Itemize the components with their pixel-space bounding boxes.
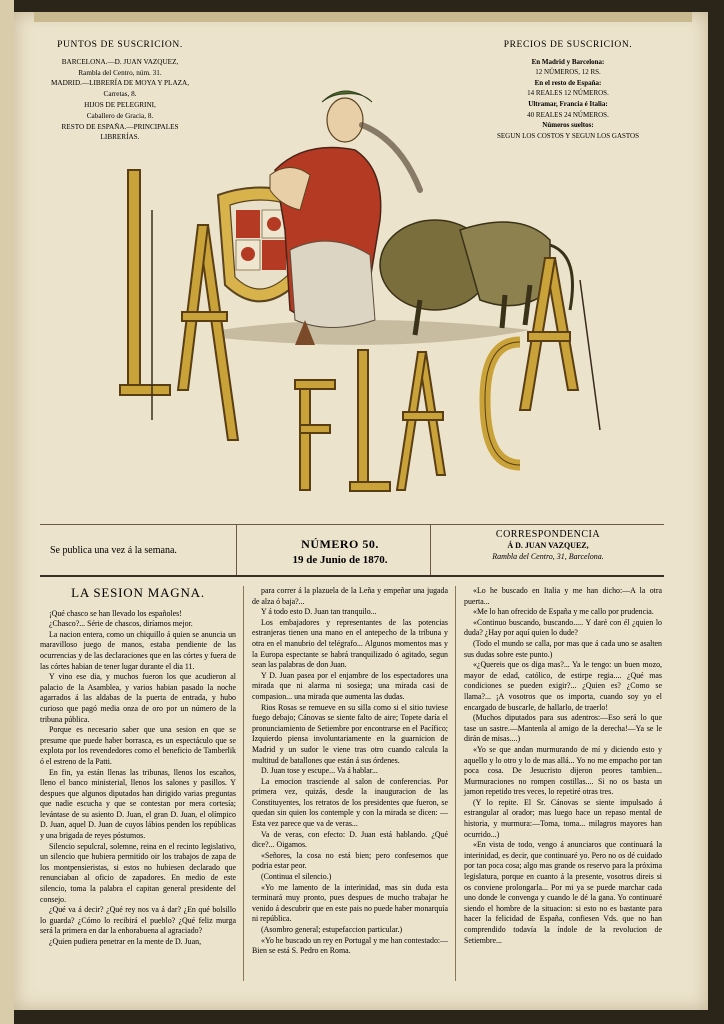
correspondence-block [432, 529, 664, 562]
article-title: LA SESION MAGNA. [71, 585, 205, 600]
paragraph: Los embajadores y representantes de las potencias estranjeras tienen una mano en el antepecho de la tribuna y otra en el manubrio del telégrafo... Algunos momentos mas y la Europa espectante se habrá tranquilizado ó agitado, segun sean las palabras de don Juan. [252, 617, 448, 670]
masthead-illustration [100, 80, 620, 520]
subscription-line: HIJOS DE PELEGRINI, [84, 100, 156, 109]
column-rule [243, 586, 244, 981]
info-divider [430, 525, 431, 575]
price-line: 40 REALES 24 NÚMEROS. [527, 110, 609, 119]
price-line: En el resto de España: [534, 78, 602, 87]
paragraph: para correr á la plazuela de la Leña y empeñar una jugada de alza ó baja?... [252, 586, 448, 606]
price-line: 12 NÚMEROS, 12 RS. [535, 68, 601, 77]
correspondence-address: Rambla del Centro, 31, Barcelona. [492, 552, 604, 561]
paragraph: (Todo el mundo se calla, por mas que á cada uno se asalten sus dudas sobre este punto.) [464, 638, 662, 659]
subscription-line: BARCELONA.—D. JUAN VAZQUEZ, [61, 57, 179, 66]
paragraph: ¿Qué va á decir? ¿Qué rey nos va á dar? ¿En qué bolsillo lo guarda? ¿Cómo lo recibirá el pueblo? ¿Qué feliz murga será la primera en dar la enhorabuena al agraciado? [40, 905, 236, 936]
paragraph: «Me lo han ofrecido de España y me callo por prudencia. [473, 607, 654, 617]
paragraph: Y vino ese dia, y muchos fueron los que acudieron al palacio de la Asamblea, y varios habian pasado la noche agarrados á las aldabas de la puerta de entrada, y hubo curioso que pagó media onza de oro por un número de la tribuna pública. [40, 672, 236, 724]
paragraph: «Lo he buscado en Italia y me han dicho:—A la otra puerta... [464, 586, 662, 606]
price-line: Ultramar, Francia é Italia: [528, 99, 608, 108]
issue-date: 19 de Junio de 1870. [292, 554, 388, 566]
publication-frequency: Se publica una vez á la semana. [50, 545, 177, 556]
subscription-line: Rambla del Centro, núm. 31. [78, 68, 162, 77]
article-column-1 [40, 586, 236, 948]
paragraph: (Continua el silencio.) [261, 872, 332, 882]
top-binding-strip [34, 12, 692, 22]
article-columns [40, 586, 664, 986]
paragraph: «Señores, la cosa no está bien; pero confesemos que podria estar peor. [252, 850, 448, 871]
subscription-line: RESTO DE ESPAÑA.—PRINCIPALES [61, 122, 179, 131]
paragraph: «¿Quereis que os diga mas?... Ya le tengo: un buen mozo, mayor de edad, católico, de estirpe regia.... ¿Qué mas condiciones se pueden exigir?... ¿Quien es? ¿Como se llama?... ¡A vosotros que os importa, cuando soy yo el encargado de buscarle, de hallarlo, de traerlo! [464, 660, 662, 712]
adjacent-page-edge [0, 0, 14, 1024]
subscription-line: LIBRERÍAS. [100, 133, 140, 142]
subscription-line: Carretas, 8. [103, 90, 137, 99]
price-line: En Madrid y Barcelona: [531, 57, 605, 66]
price-line: Números sueltos: [542, 121, 594, 130]
subscription-prices-title: PRECIOS DE SUSCRICION. [503, 40, 633, 50]
paragraph: Silencio sepulcral, solemne, reina en el recinto legislativo, un silencio que hubiera permitido oir los trabajos de zapa de los montpensieristas, si estos no hubiesen declarado que renunciaban al oficio de zapadores. En medio de este silencio, toma la palabra el capitan general presidente del consejo. [40, 841, 236, 904]
paragraph: La nacion entera, como un chiquillo á quien se anuncia un maravilloso juego de manos, estaba pendiente de las ocurrencias y de las declaraciones que en las córtes y fuera de las córtes habian de tener lugar durante el dia 11. [40, 629, 236, 671]
subscription-line: MADRID.—LIBRERÍA DE MOYA Y PLAZA, [50, 79, 190, 88]
paragraph: «Continuo buscando, buscando..... Y daré con él ¿quien lo duda? ¿Hay por aquí quien lo dude? [464, 617, 662, 638]
correspondence-title: CORRESPONDENCIA [495, 529, 601, 540]
issue-info-bar [40, 524, 664, 577]
price-line: 14 REALES 12 NÚMEROS. [527, 89, 609, 98]
subscription-points-title: PUNTOS DE SUSCRICION. [57, 40, 183, 50]
issue-number-block [240, 537, 440, 566]
paragraph: ¡Qué chasco se han llevado los españoles! [49, 608, 182, 618]
paragraph: Va de veras, con efecto: D. Juan está hablando. ¿Qué dice?... Oigamos. [252, 829, 448, 850]
issue-number: NÚMERO 50. [301, 537, 379, 551]
paragraph: Y á todo esto D. Juan tan tranquilo... [261, 607, 377, 617]
paragraph: Porque es necesario saber que una sesion en que se presume que puede haber borrasca, es un espectáculo que se explota por los revendedores como el beneficio de Tamberlik ó el estreno de la Patti. [40, 725, 236, 766]
paragraph: Y D. Juan pasea por el enjambre de los espectadores una mirada que ni alarma ni sosiega; una mirada casi de compasion... una mirada que aumenta las dudas. [252, 670, 448, 701]
correspondence-name: Á D. JUAN VAZQUEZ, [507, 541, 589, 550]
column-rule [455, 586, 456, 981]
paragraph: «Yo he buscado un rey en Portugal y me han contestado:—Bien se está S. Pedro en Roma. [252, 935, 448, 956]
paragraph: La emocion trasciende al salon de conferencias. Por primera vez, quizás, desde la inauguracion de las Constituyentes, los retratos de los presidentes que fueron, se quedan sin quien los contemple y con la mirada se dicen: —Esta vez parece que va de veras... [252, 776, 448, 829]
hispania-figure [270, 91, 420, 345]
paragraph: Rios Rosas se remueve en su silla como si el sitio tuviese fuego debajo; Cánovas se siente falto de aire; Topete daría el pronunciamiento de Setiembre por encontrarse en el Pacífico; Izquierdo piensa involuntariamente en la guarnicion de Madrid y un sudor le viene tras otro cuando calcula la multitud de batallones que están á sus órdenes. [252, 702, 448, 765]
paragraph: «Yo se que andan murmurando de mí y diciendo esto y aquello y lo otro y lo de mas allá... Yo no me empacho por tan poca cosa. De Jesucristo dijeron peores tambien... Murmuraciones no rompen costillas.... Si no os basta un jamon repetido tres veces, lo repetiré otras tres. [464, 744, 662, 797]
price-line: SEGUN LOS COSTOS Y SEGUN LOS GASTOS [497, 131, 639, 140]
paragraph: «Yo me lamento de la interinidad, mas sin duda esta terminará muy pronto, pues despues de mucho trabajar he venido á descubrir que en este pais no puede haber monarquía ni república. [252, 882, 448, 924]
info-divider [236, 525, 237, 575]
article-column-3 [464, 586, 662, 946]
article-column-2 [252, 586, 448, 957]
paragraph: (Y lo repite. El Sr. Cánovas se siente impulsado á estrangular al orador; mas luego hace un repaso mental de historia, y murmura:—Toma, toma... milagros mayores han ocurrido...) [464, 797, 662, 839]
paragraph: (Muchos diputados para sus adentros:—Eso será lo que tase un sastre.—Mantenla al amigo de la derecha!—Ya se le dirán de misas....) [464, 713, 662, 744]
paragraph: ¿Quien pudiera penetrar en la mente de D. Juan, [49, 937, 202, 946]
ground-shadow [220, 320, 530, 345]
paragraph: En fin, ya están llenas las tribunas, llenos los escaños, lleno el banco ministerial, llenos los salones y pasillos. Y despues que algunos diputados han dirigido varias preguntas que nadie escucha y que se contestan por mera cortesía; levántase de su asiento D. Juan, el gran D. Juan, el olímpico D. Juan, aquel D. Juan de cuyos lábios penden los repúblicas y una brigada de reyes póstumos. [40, 767, 236, 841]
paragraph: «En vista de todo, vengo á anunciaros que continuará la interinidad, es decir, que continuaré yo. Pero no os dé cuidado por tan poca cosa; algo mas grande os reservo para la próxima legislatura, porque en cuanto á la presente, vosotros direis si os conviene prolongarla... Por mi ya se puede marchar cada uno donde le convenga y cuando le dé la gana. Yo continuaré siendo el hombre de la situacion: si esto no es bastante para hacer la felicidad de España, confiesen Vds. que no han comprendido todavía la índole de la revolucion de Setiembre... [464, 840, 662, 945]
subscription-line: Caballero de Gracia, 8. [86, 111, 154, 120]
paragraph: D. Juan tose y escupe... Va á hablar... [261, 766, 378, 776]
paragraph: ¿Chasco?... Série de chascos, diríamos mejor. [49, 619, 193, 629]
paragraph: (Asombro general; estupefaccion particular.) [261, 925, 403, 934]
